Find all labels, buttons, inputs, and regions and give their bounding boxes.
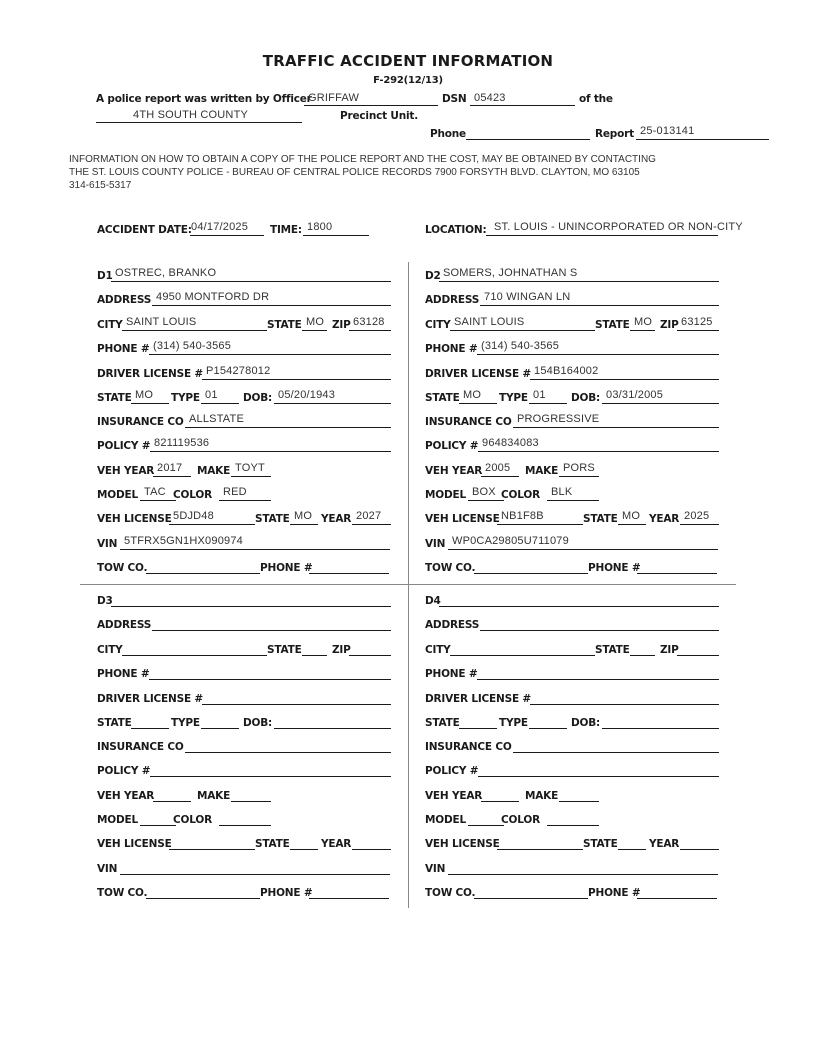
driver-1-make-field[interactable]: TOYT (235, 462, 265, 474)
driver-1-veh_year-label: VEH YEAR (97, 465, 155, 477)
driver-4-veh_license-label: VEH LICENSE (425, 838, 500, 850)
driver-1-state-label: STATE (267, 319, 302, 331)
driver-2-model-field[interactable]: BOX (472, 486, 496, 498)
driver-2-color-label: COLOR (501, 489, 540, 501)
driver-2-insurance-field[interactable]: PROGRESSIVE (517, 413, 600, 425)
driver-3-vin-label: VIN (97, 863, 118, 875)
driver-1-model-field[interactable]: TAC (144, 486, 166, 498)
driver-3-type-label: TYPE (171, 717, 200, 729)
driver-1-policy-field[interactable]: 821119536 (154, 437, 210, 449)
driver-2-tow-line (474, 573, 588, 574)
driver-2-policy-label: POLICY # (425, 440, 479, 452)
driver-2-type-label: TYPE (499, 392, 528, 404)
driver-3-zip-line (349, 655, 391, 656)
form-code: F-292(12/13) (373, 75, 443, 86)
driver-2-tow_phone-label: PHONE # (588, 562, 641, 574)
driver-3-make-line (231, 801, 271, 802)
driver-2-name-line (439, 281, 719, 282)
of-the-label: of the (579, 93, 613, 105)
driver-4-license-line (530, 704, 719, 705)
vertical-divider (408, 262, 409, 908)
driver-2-state-field[interactable]: MO (634, 316, 653, 328)
driver-1-address-field[interactable]: 4950 MONTFORD DR (156, 291, 270, 303)
driver-1-insurance-label: INSURANCE CO (97, 416, 184, 428)
driver-4-type-label: TYPE (499, 717, 528, 729)
driver-1-color-label: COLOR (173, 489, 212, 501)
driver-4-address-label: ADDRESS (425, 619, 480, 631)
driver-4-tag: D4 (425, 595, 441, 607)
driver-3-lic_state-line (131, 728, 169, 729)
driver-1-state-field[interactable]: MO (306, 316, 325, 328)
driver-2-license-field[interactable]: 154B164002 (534, 365, 599, 377)
driver-2-make-label: MAKE (525, 465, 559, 477)
driver-1-phone-line (149, 354, 391, 355)
driver-1-color-field[interactable]: RED (223, 486, 247, 498)
driver-3-make-label: MAKE (197, 790, 231, 802)
driver-3-model-line (140, 825, 176, 826)
driver-1-zip-line (349, 330, 391, 331)
driver-1-model-label: MODEL (97, 489, 138, 501)
driver-3-color-line (219, 825, 271, 826)
driver-2-lic_state-line (459, 403, 497, 404)
driver-4-zip-label: ZIP (660, 644, 679, 656)
driver-2-phone-line (477, 354, 719, 355)
report-line (636, 139, 769, 140)
form-title: TRAFFIC ACCIDENT INFORMATION (262, 52, 554, 70)
driver-2-insurance-line (513, 427, 719, 428)
driver-3-veh_state-line (290, 849, 318, 850)
driver-4-vin-line (448, 874, 718, 875)
driver-4-veh_state-line (618, 849, 646, 850)
driver-1-name-field[interactable]: OSTREC, BRANKO (115, 267, 217, 279)
driver-4-state-label: STATE (595, 644, 630, 656)
driver-3-insurance-label: INSURANCE CO (97, 741, 184, 753)
driver-2-city-field[interactable]: SAINT LOUIS (454, 316, 525, 328)
driver-2-phone-field[interactable]: (314) 540-3565 (481, 340, 560, 352)
driver-2-phone-label: PHONE # (425, 343, 478, 355)
driver-3-city-line (122, 655, 267, 656)
driver-4-make-line (559, 801, 599, 802)
driver-1-vin-label: VIN (97, 538, 118, 550)
driver-4-policy-line (478, 776, 719, 777)
driver-4-dob-line (602, 728, 719, 729)
driver-4-state-line (630, 655, 655, 656)
driver-4-name-line (439, 606, 719, 607)
driver-4-color-line (547, 825, 599, 826)
driver-1-tow_phone-label: PHONE # (260, 562, 313, 574)
driver-4-dob-label: DOB: (571, 717, 601, 729)
driver-4-color-label: COLOR (501, 814, 540, 826)
driver-3-phone-label: PHONE # (97, 668, 150, 680)
driver-1-veh_license-label: VEH LICENSE (97, 513, 172, 525)
driver-3-phone-line (149, 679, 391, 680)
driver-4-city-line (450, 655, 595, 656)
driver-2-color-field[interactable]: BLK (551, 486, 573, 498)
driver-2-name-field[interactable]: SOMERS, JOHNATHAN S (443, 267, 578, 279)
driver-3-tag: D3 (97, 595, 113, 607)
driver-4-model-line (468, 825, 504, 826)
driver-2-vin-line (448, 549, 718, 550)
driver-3-policy-line (150, 776, 391, 777)
accident-date-value[interactable]: 04/17/2025 (191, 221, 249, 233)
driver-2-dob-line (602, 403, 719, 404)
dsn-value[interactable]: 05423 (474, 92, 506, 104)
time-value[interactable]: 1800 (307, 221, 333, 233)
driver-1-dob-label: DOB: (243, 392, 273, 404)
driver-1-color-line (219, 500, 271, 501)
driver-2-tow_phone-line (637, 573, 717, 574)
accident-date-line (190, 235, 264, 236)
driver-4-insurance-label: INSURANCE CO (425, 741, 512, 753)
driver-2-lic_state-field[interactable]: MO (463, 389, 482, 401)
dsn-label: DSN (442, 93, 467, 105)
driver-3-license-line (202, 704, 391, 705)
driver-3-year-line (352, 849, 391, 850)
driver-4-insurance-line (513, 752, 719, 753)
driver-3-tow-label: TOW CO. (97, 887, 148, 899)
info-line-3: 314-615-5317 (69, 180, 132, 191)
driver-2-veh_year-field[interactable]: 2005 (485, 462, 511, 474)
driver-1-model-line (140, 500, 176, 501)
driver-4-phone-label: PHONE # (425, 668, 478, 680)
driver-1-city-line (122, 330, 267, 331)
driver-3-license-label: DRIVER LICENSE # (97, 693, 203, 705)
driver-1-license-label: DRIVER LICENSE # (97, 368, 203, 380)
driver-1-city-field[interactable]: SAINT LOUIS (126, 316, 197, 328)
driver-2-address-field[interactable]: 710 WINGAN LN (484, 291, 571, 303)
driver-2-insurance-label: INSURANCE CO (425, 416, 512, 428)
driver-4-tow-line (474, 898, 588, 899)
driver-4-license-label: DRIVER LICENSE # (425, 693, 531, 705)
driver-4-type-line (529, 728, 567, 729)
driver-4-tow_phone-line (637, 898, 717, 899)
driver-1-dob-field[interactable]: 05/20/1943 (278, 389, 336, 401)
driver-1-zip-label: ZIP (332, 319, 351, 331)
driver-3-state-label: STATE (255, 838, 290, 850)
precinct-line (96, 122, 302, 123)
driver-1-veh_state-field[interactable]: MO (294, 510, 313, 522)
driver-4-policy-label: POLICY # (425, 765, 479, 777)
driver-3-veh_license-label: VEH LICENSE (97, 838, 172, 850)
driver-1-type-line (201, 403, 239, 404)
driver-2-model-line (468, 500, 504, 501)
driver-2-type-field[interactable]: 01 (533, 389, 546, 401)
driver-1-state-line (302, 330, 327, 331)
driver-2-veh_license-line (497, 524, 583, 525)
driver-3-vin-line (120, 874, 390, 875)
driver-1-phone-label: PHONE # (97, 343, 150, 355)
driver-3-year-label: YEAR (321, 838, 352, 850)
driver-1-zip-field[interactable]: 63128 (353, 316, 385, 328)
driver-2-license-line (530, 379, 719, 380)
phone-line (466, 139, 590, 140)
driver-1-year-field[interactable]: 2027 (356, 510, 382, 522)
driver-1-license-line (202, 379, 391, 380)
driver-4-city-label: CITY (425, 644, 451, 656)
driver-1-vin-line (120, 549, 390, 550)
driver-1-address-label: ADDRESS (97, 294, 152, 306)
driver-2-state-label: STATE (595, 319, 630, 331)
driver-1-address-line (152, 305, 391, 306)
driver-4-make-label: MAKE (525, 790, 559, 802)
driver-2-policy-field[interactable]: 964834083 (482, 437, 539, 449)
driver-2-veh_license-label: VEH LICENSE (425, 513, 500, 525)
driver-1-insurance-field[interactable]: ALLSTATE (189, 413, 244, 425)
driver-4-vin-label: VIN (425, 863, 446, 875)
driver-2-model-label: MODEL (425, 489, 466, 501)
driver-4-year-label: YEAR (649, 838, 680, 850)
driver-2-city-line (450, 330, 595, 331)
location-line (486, 235, 718, 236)
driver-4-address-line (480, 630, 719, 631)
driver-1-city-label: CITY (97, 319, 123, 331)
driver-3-veh_license-line (169, 849, 255, 850)
driver-2-zip-label: ZIP (660, 319, 679, 331)
driver-1-veh_state-line (290, 524, 318, 525)
driver-4-veh_year-label: VEH YEAR (425, 790, 483, 802)
driver-2-license-label: DRIVER LICENSE # (425, 368, 531, 380)
driver-4-zip-line (677, 655, 719, 656)
driver-1-state-label: STATE (255, 513, 290, 525)
dsn-line (470, 105, 575, 106)
location-label: LOCATION: (425, 224, 487, 236)
driver-1-make-label: MAKE (197, 465, 231, 477)
driver-1-tow_phone-line (309, 573, 389, 574)
report-label: Report (595, 128, 634, 140)
officer-value[interactable]: GRIFFAW (308, 92, 360, 104)
driver-3-address-label: ADDRESS (97, 619, 152, 631)
report-value[interactable]: 25-013141 (640, 125, 695, 137)
horizontal-divider (80, 584, 736, 585)
driver-4-lic_state-line (459, 728, 497, 729)
driver-1-lic_state-line (131, 403, 169, 404)
driver-2-tag: D2 (425, 270, 441, 282)
driver-3-city-label: CITY (97, 644, 123, 656)
driver-1-year-line (352, 524, 391, 525)
driver-4-veh_year-line (481, 801, 519, 802)
driver-1-vin-field[interactable]: 5TFRX5GN1HX090974 (124, 535, 243, 547)
driver-3-tow_phone-line (309, 898, 389, 899)
driver-2-veh_year-label: VEH YEAR (425, 465, 483, 477)
phone-label: Phone (430, 128, 466, 140)
driver-3-state-line (302, 655, 327, 656)
driver-2-veh_year-line (481, 476, 519, 477)
driver-2-address-label: ADDRESS (425, 294, 480, 306)
driver-1-type-field[interactable]: 01 (205, 389, 218, 401)
officer-line (304, 105, 438, 106)
driver-2-state-label: STATE (583, 513, 618, 525)
driver-1-tow-label: TOW CO. (97, 562, 148, 574)
driver-3-policy-label: POLICY # (97, 765, 151, 777)
driver-3-dob-line (274, 728, 391, 729)
precinct-value[interactable]: 4TH SOUTH COUNTY (133, 109, 249, 121)
driver-2-make-field[interactable]: PORS (563, 462, 595, 474)
driver-3-type-line (201, 728, 239, 729)
driver-1-veh_year-field[interactable]: 2017 (157, 462, 183, 474)
driver-1-insurance-line (185, 427, 391, 428)
driver-4-year-line (680, 849, 719, 850)
driver-1-type-label: TYPE (171, 392, 200, 404)
driver-4-state-label: STATE (425, 717, 460, 729)
driver-2-vin-field[interactable]: WP0CA29805U711079 (452, 535, 569, 547)
time-line (303, 235, 369, 236)
info-line-2: THE ST. LOUIS COUNTY POLICE - BUREAU OF CENTRAL POLICE RECORDS 7900 FORSYTH BLVD. CLAYTON, MO 63105 (69, 167, 640, 178)
driver-2-type-line (529, 403, 567, 404)
driver-4-model-label: MODEL (425, 814, 466, 826)
driver-3-dob-label: DOB: (243, 717, 273, 729)
driver-3-veh_year-label: VEH YEAR (97, 790, 155, 802)
driver-1-veh_year-line (153, 476, 191, 477)
driver-1-license-field[interactable]: P154278012 (206, 365, 271, 377)
driver-3-model-label: MODEL (97, 814, 138, 826)
driver-2-make-line (559, 476, 599, 477)
driver-2-year-field[interactable]: 2025 (684, 510, 710, 522)
driver-2-dob-field[interactable]: 03/31/2005 (606, 389, 664, 401)
officer-label: A police report was written by Officer (96, 93, 312, 105)
driver-2-address-line (480, 305, 719, 306)
driver-1-name-line (111, 281, 391, 282)
driver-2-year-line (680, 524, 719, 525)
driver-2-zip-line (677, 330, 719, 331)
driver-1-veh_license-line (169, 524, 255, 525)
driver-4-tow-label: TOW CO. (425, 887, 476, 899)
driver-1-phone-field[interactable]: (314) 540-3565 (153, 340, 232, 352)
driver-3-name-line (111, 606, 391, 607)
driver-3-insurance-line (185, 752, 391, 753)
driver-2-color-line (547, 500, 599, 501)
driver-2-dob-label: DOB: (571, 392, 601, 404)
driver-4-phone-line (477, 679, 719, 680)
info-line-1: INFORMATION ON HOW TO OBTAIN A COPY OF THE POLICE REPORT AND THE COST, MAY BE OBTAINED BY CONTACTING (69, 154, 656, 165)
driver-2-veh_state-line (618, 524, 646, 525)
driver-3-address-line (152, 630, 391, 631)
driver-1-policy-label: POLICY # (97, 440, 151, 452)
driver-2-vin-label: VIN (425, 538, 446, 550)
accident-date-label: ACCIDENT DATE: (97, 224, 192, 236)
driver-1-state-label: STATE (97, 392, 132, 404)
driver-2-veh_license-field[interactable]: NB1F8B (501, 510, 544, 522)
driver-3-state-label: STATE (267, 644, 302, 656)
driver-2-policy-line (478, 451, 719, 452)
driver-3-color-label: COLOR (173, 814, 212, 826)
precinct-label: Precinct Unit. (340, 110, 419, 122)
location-value[interactable]: ST. LOUIS - UNINCORPORATED OR NON-CITY (494, 221, 743, 233)
driver-3-tow_phone-label: PHONE # (260, 887, 313, 899)
driver-3-veh_year-line (153, 801, 191, 802)
driver-2-state-label: STATE (425, 392, 460, 404)
driver-2-year-label: YEAR (649, 513, 680, 525)
driver-1-lic_state-field[interactable]: MO (135, 389, 154, 401)
driver-2-city-label: CITY (425, 319, 451, 331)
driver-1-year-label: YEAR (321, 513, 352, 525)
driver-2-tow-label: TOW CO. (425, 562, 476, 574)
driver-1-veh_license-field[interactable]: 5DJD48 (173, 510, 214, 522)
driver-3-state-label: STATE (97, 717, 132, 729)
driver-1-tow-line (146, 573, 260, 574)
driver-3-tow-line (146, 898, 260, 899)
driver-1-tag: D1 (97, 270, 113, 282)
time-label: TIME: (270, 224, 302, 236)
driver-1-make-line (231, 476, 271, 477)
driver-1-policy-line (150, 451, 391, 452)
driver-4-veh_license-line (497, 849, 583, 850)
driver-2-state-line (630, 330, 655, 331)
driver-1-dob-line (274, 403, 391, 404)
driver-2-zip-field[interactable]: 63125 (681, 316, 713, 328)
driver-4-state-label: STATE (583, 838, 618, 850)
driver-3-zip-label: ZIP (332, 644, 351, 656)
driver-4-tow_phone-label: PHONE # (588, 887, 641, 899)
driver-2-veh_state-field[interactable]: MO (622, 510, 641, 522)
